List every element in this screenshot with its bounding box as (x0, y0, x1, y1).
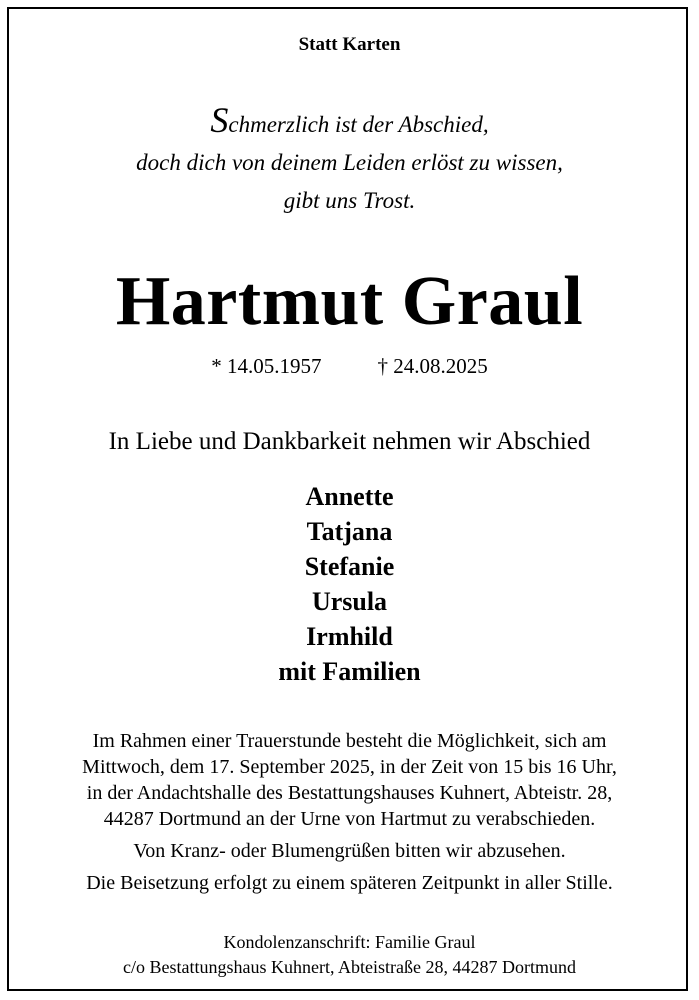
service-info-line: Mittwoch, dem 17. September 2025, in der Zeit von 15 bis 16 Uhr, (82, 756, 617, 778)
quote-line-2: doch dich von deinem Leiden erlöst zu wissen, (136, 150, 563, 175)
quote-initial-letter: S (210, 100, 229, 140)
mourner-name: Annette (305, 482, 394, 511)
deceased-name: Hartmut Graul (115, 263, 584, 340)
quote-line-3: gibt uns Trost. (283, 188, 416, 213)
flowers-note: Von Kranz- oder Blumengrüßen bitten wir abzusehen. (133, 840, 566, 862)
quote-line-1-text: chmerzlich ist der Abschied, (228, 112, 489, 137)
mourner-name: Tatjana (306, 517, 393, 546)
service-info-line: in der Andachtshalle des Bestattungshauses Kuhnert, Abteistr. 28, (86, 782, 613, 804)
service-info-line: 44287 Dortmund an der Urne von Hartmut zu verabschieden. (103, 808, 596, 830)
life-dates (0, 354, 699, 379)
mourner-name: Stefanie (304, 552, 395, 581)
mourner-families: mit Familien (278, 657, 421, 686)
mourner-name: Irmhild (306, 622, 393, 651)
notice-header: Statt Karten (298, 34, 401, 55)
condolence-address-line-1: Kondolenzanschrift: Familie Graul (223, 932, 476, 952)
burial-note: Die Beisetzung erfolgt zu einem späteren Zeitpunkt in aller Stille. (86, 872, 613, 894)
farewell-line: In Liebe und Dankbarkeit nehmen wir Abschied (108, 428, 591, 455)
quote-line-1 (0, 100, 699, 140)
service-info-line: Im Rahmen einer Trauerstunde besteht die Möglichkeit, sich am (92, 730, 607, 752)
birth-date: * 14.05.1957 (211, 354, 322, 378)
death-date: † 24.08.2025 (377, 354, 488, 378)
condolence-address-line-2: c/o Bestattungshaus Kuhnert, Abteistraße 28, 44287 Dortmund (123, 957, 576, 977)
mourner-name: Ursula (311, 587, 388, 616)
